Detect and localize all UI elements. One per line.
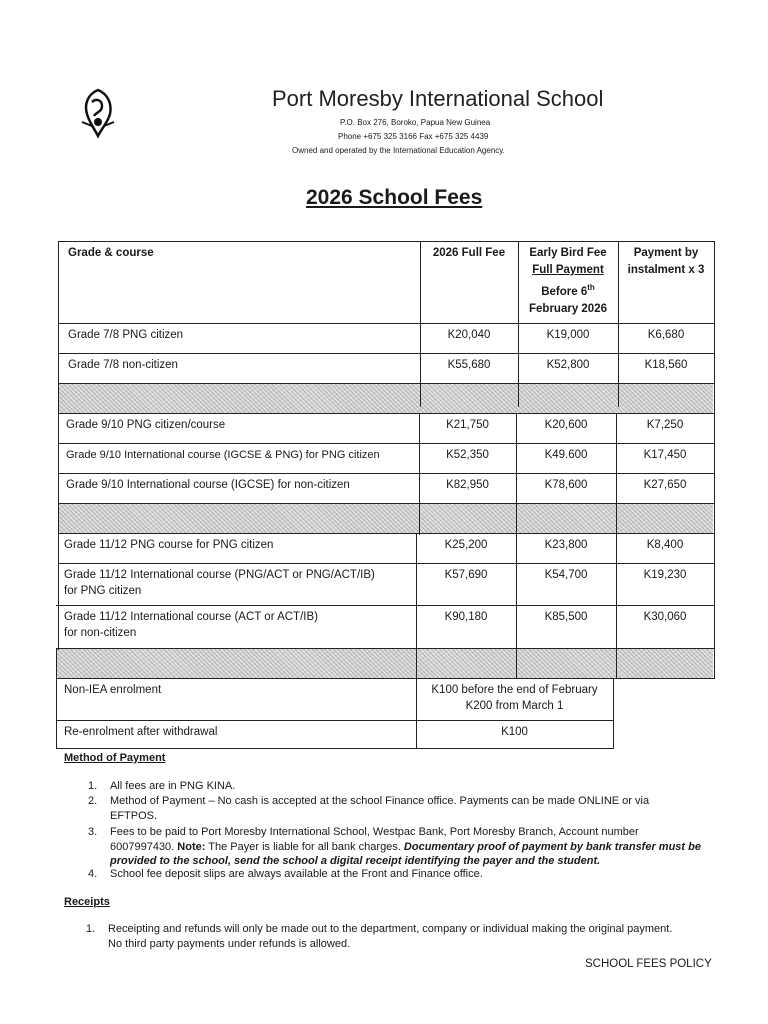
row-instalment: K8,400 bbox=[646, 539, 684, 551]
school-address: P.O. Box 276, Boroko, Papua New Guinea bbox=[340, 118, 491, 127]
list-item bbox=[86, 922, 746, 952]
row-grade: Grade 7/8 PNG citizen bbox=[68, 329, 184, 341]
receipts-heading: Receipts bbox=[64, 896, 110, 908]
row-early-fee: K52,800 bbox=[546, 359, 590, 371]
row-full-fee: K55,680 bbox=[447, 359, 491, 371]
item-number: 1. bbox=[88, 780, 98, 792]
column-header-instalment bbox=[618, 241, 714, 323]
row-grade bbox=[56, 563, 416, 599]
row-full-fee: K52,350 bbox=[446, 449, 489, 461]
school-name: Port Moresby International School bbox=[272, 86, 604, 111]
row-grade: Grade 11/12 PNG course for PNG citizen bbox=[64, 539, 274, 551]
row-early-fee: K20,600 bbox=[544, 419, 588, 431]
row-full-fee: K20,040 bbox=[447, 329, 491, 341]
row-instalment: K6,680 bbox=[647, 329, 685, 341]
row-full-fee: K57,690 bbox=[444, 569, 488, 581]
row-grade: Grade 7/8 non-citizen bbox=[68, 359, 178, 371]
early-bird-line4: February 2026 bbox=[529, 302, 607, 315]
footer-policy-label: SCHOOL FEES POLICY bbox=[585, 958, 712, 970]
non-iea-line2: K200 from March 1 bbox=[465, 700, 564, 712]
row-grade: Grade 9/10 PNG citizen/course bbox=[66, 419, 226, 431]
item-number: 3. bbox=[88, 826, 98, 838]
row-instalment: K27,650 bbox=[643, 479, 687, 491]
school-logo-icon bbox=[78, 88, 118, 140]
column-header-early-bird bbox=[518, 241, 618, 323]
shaded-separator-row bbox=[58, 503, 713, 533]
row-grade: Grade 9/10 International course (IGCSE & PNG) for PNG citizen bbox=[66, 449, 380, 461]
item-number: 4. bbox=[88, 868, 98, 880]
item-number: 2. bbox=[88, 795, 98, 807]
column-header-full-fee: 2026 Full Fee bbox=[432, 247, 506, 259]
item-text: Receipting and refunds will only be made out to the department, company or individual making the original payment. bbox=[108, 923, 673, 935]
school-owner: Owned and operated by the International Education Agency. bbox=[292, 146, 505, 155]
row-early-fee: K23,800 bbox=[544, 539, 588, 551]
row-instalment: K19,230 bbox=[643, 569, 687, 581]
payment-heading: Method of Payment bbox=[64, 752, 166, 764]
row-full-fee: K90,180 bbox=[444, 611, 488, 623]
list-item bbox=[88, 794, 728, 824]
item-text-cont: EFTPOS. bbox=[110, 809, 158, 822]
non-iea-line1: K100 before the end of February bbox=[431, 684, 598, 696]
column-header-grade: Grade & course bbox=[68, 247, 154, 259]
proof-text-cont: provided to the school, send the school a digital receipt identifying the payer and the student. bbox=[110, 855, 601, 867]
item-text: School fee deposit slips are always available at the Front and Finance office. bbox=[110, 868, 483, 880]
item-text-cont: No third party payments under refunds is allowed. bbox=[108, 938, 351, 950]
early-bird-line3 bbox=[518, 279, 618, 301]
early-bird-line2: Full Payment bbox=[532, 264, 604, 276]
row-grade-line1: Grade 11/12 International course (ACT or ACT/IB) bbox=[64, 611, 318, 623]
row-early-fee: K85,500 bbox=[544, 611, 588, 623]
account-number: 6007997430. bbox=[110, 840, 178, 853]
note-label: Note: bbox=[177, 840, 206, 853]
instalment-line1: Payment by bbox=[633, 247, 699, 259]
early-bird-line1: Early Bird Fee bbox=[529, 247, 607, 259]
row-grade-line2: for non-citizen bbox=[64, 627, 137, 639]
item-text: All fees are in PNG KINA. bbox=[110, 780, 236, 792]
row-instalment: K18,560 bbox=[644, 359, 688, 371]
row-grade-line1: Grade 11/12 International course (PNG/ACT or PNG/ACT/IB) bbox=[64, 569, 375, 581]
shaded-separator-row bbox=[58, 383, 713, 413]
non-iea-fee bbox=[416, 678, 613, 714]
list-item bbox=[88, 825, 728, 869]
reenrol-fee: K100 bbox=[501, 726, 528, 738]
row-full-fee: K82,950 bbox=[446, 479, 489, 491]
row-full-fee: K25,200 bbox=[444, 539, 488, 551]
item-number: 1. bbox=[86, 923, 96, 935]
row-early-fee: K49.600 bbox=[544, 449, 588, 461]
school-phone: Phone +675 325 3166 Fax +675 325 4439 bbox=[338, 132, 489, 141]
shaded-separator-row bbox=[56, 648, 713, 678]
early-bird-before: Before 6 bbox=[541, 285, 588, 298]
non-iea-label: Non-IEA enrolment bbox=[64, 684, 162, 696]
row-early-fee: K78,600 bbox=[544, 479, 588, 491]
item-text: Method of Payment – No cash is accepted at the school Finance office. Payments can be made ONLINE or via bbox=[110, 795, 650, 807]
row-early-fee: K19,000 bbox=[546, 329, 590, 341]
proof-text: Documentary proof of payment by bank transfer must be bbox=[403, 840, 701, 853]
row-full-fee: K21,750 bbox=[446, 419, 489, 431]
early-bird-sup: th bbox=[587, 283, 595, 292]
item-text-cont bbox=[110, 840, 701, 855]
row-instalment: K17,450 bbox=[643, 449, 687, 461]
row-grade-line2: for PNG citizen bbox=[64, 585, 142, 597]
note-text: The Payer is liable for all bank charges. bbox=[205, 840, 404, 853]
row-instalment: K7,250 bbox=[646, 419, 684, 431]
item-text: Fees to be paid to Port Moresby International School, Westpac Bank, Port Moresby Branch, Account number bbox=[110, 826, 639, 838]
row-early-fee: K54,700 bbox=[544, 569, 588, 581]
row-instalment: K30,060 bbox=[643, 611, 687, 623]
instalment-line2: instalment x 3 bbox=[627, 264, 705, 276]
reenrol-label: Re-enrolment after withdrawal bbox=[64, 726, 218, 738]
row-grade bbox=[56, 605, 416, 641]
page-title: 2026 School Fees bbox=[306, 186, 483, 209]
row-grade: Grade 9/10 International course (IGCSE) for non-citizen bbox=[66, 479, 350, 491]
